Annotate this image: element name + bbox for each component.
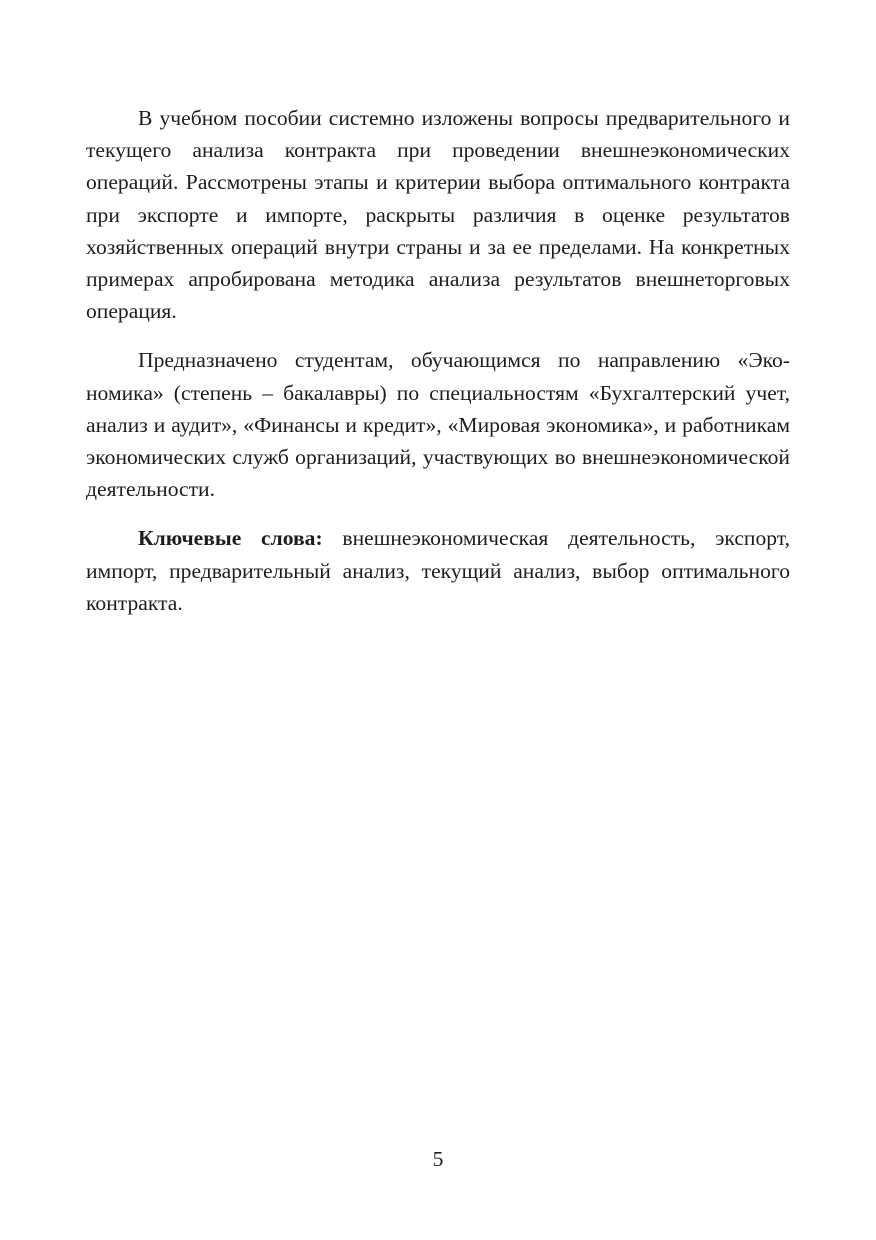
page-number: 5 [432, 1147, 444, 1171]
annotation-paragraph: В учебном пособии системно изложены вопросы предварительного и текущего анализа контракта при проведении внешнеэкономических операций. Рассмотрены этапы и критерии выбора оптимального контракта при экспорте и импорте, раскрыты различия в оценке результатов хозяйственных операций внутри страны и за ее пределами. На конкретных примерах апробирована методика анализа результатов внешнеторговых операция. [86, 106, 790, 324]
keywords-paragraph [86, 522, 790, 619]
body-text [86, 102, 790, 636]
keywords-text: внешнеэкономическая деятельность, экспорт, импорт, предварительный анализ, текущий анализ, выбор оптимального контракта. [86, 526, 790, 615]
audience-paragraph: Предназначено студентам, обучающимся по направлению «Экономика» (степень – бакалавры) по специальностям «Бухгалтерский учет, анализ и аудит», «Финансы и кредит», «Мировая экономика», и работникам экономических служб организаций, участвующих во внешнеэкономической деятельности. [86, 348, 790, 502]
keywords-label: Ключевые слова: [138, 526, 323, 551]
